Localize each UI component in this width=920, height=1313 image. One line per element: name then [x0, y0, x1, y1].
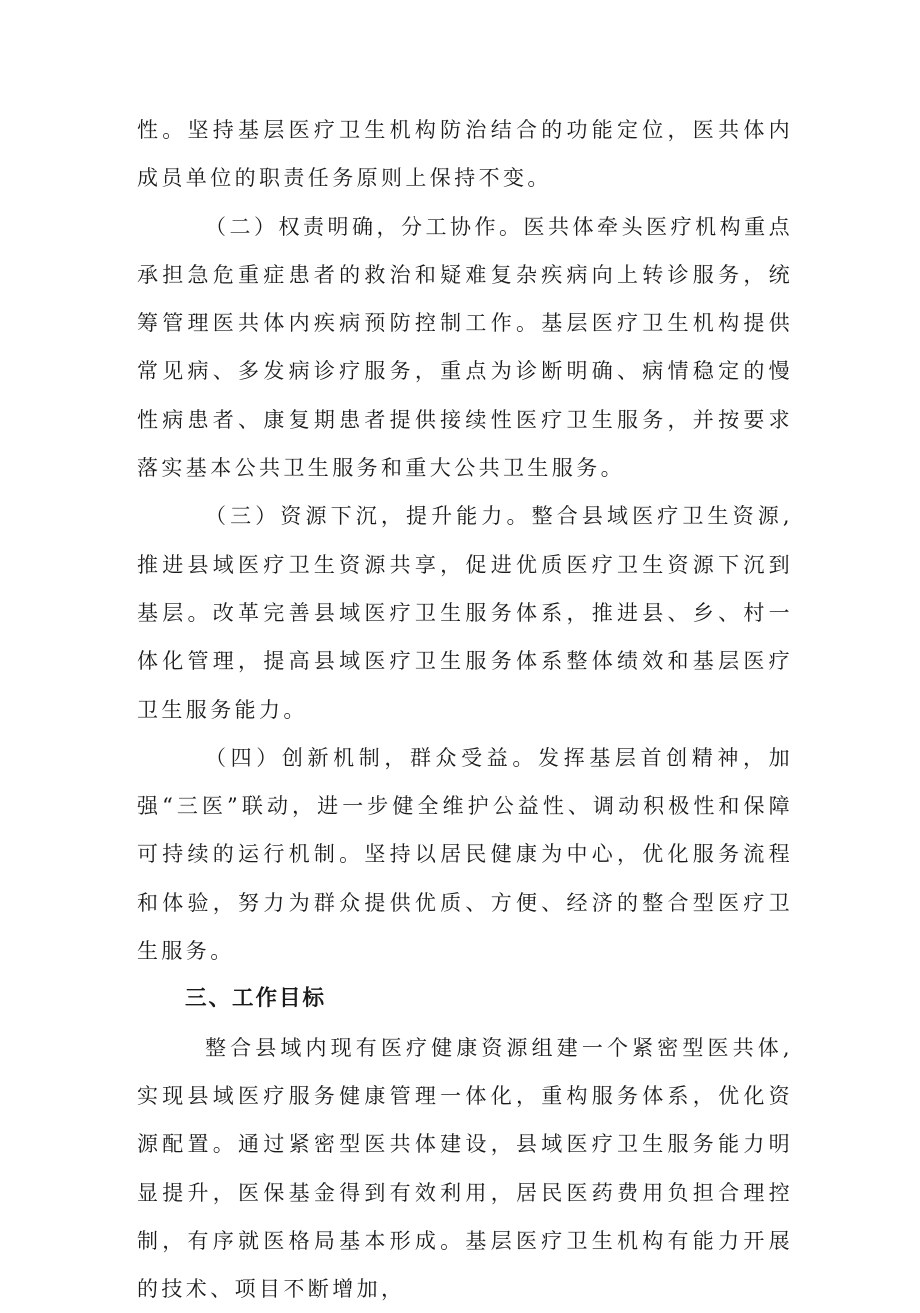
paragraph-rights-responsibilities: （二）权责明确，分工协作。医共体牵头医疗机构重点承担急危重症患者的救治和疑难复杂疾病向上转诊服务，统筹管理医共体内疾病预防控制工作。基层医疗卫生机构提供常见病、多发病诊疗服务，重点为诊断明确、病情稳定的慢性病患者、康复期患者提供接续性医疗卫生服务，并按要求落实基本公共卫生服务和重大公共卫生服务。	[137, 214, 793, 481]
paragraph-work-goals: 整合县域内现有医疗健康资源组建一个紧密型医共体,实现县域医疗服务健康管理一体化，重构服务体系，优化资源配置。通过紧密型医共体建设，县域医疗卫生服务能力明显提升，医保基金得到有效利用，居民医药费用负担合理控制，有序就医格局基本形成。基层医疗卫生机构有能力开展的技术、项目不断增加，	[137, 1035, 793, 1302]
paragraph-continuation: 性。坚持基层医疗卫生机构防治结合的功能定位，医共体内成员单位的职责任务原则上保持不变。	[137, 118, 793, 191]
paragraph-resources-sinking: （三）资源下沉，提升能力。整合县域医疗卫生资源,推进县域医疗卫生资源共享，促进优质医疗卫生资源下沉到基层。改革完善县域医疗卫生服务体系，推进县、乡、村一体化管理，提高县域医疗卫生服务体系整体绩效和基层医疗卫生服务能力。	[137, 504, 793, 722]
document-page	[137, 106, 793, 1313]
paragraph-innovation-mechanism: （四）创新机制，群众受益。发挥基层首创精神，加强“三医”联动，进一步健全维护公益性、调动积极性和保障可持续的运行机制。坚持以居民健康为中心，优化服务流程和体验，努力为群众提供优质、方便、经济的整合型医疗卫生服务。	[137, 745, 793, 964]
section-heading-work-goals: 三、工作目标	[185, 986, 327, 1012]
